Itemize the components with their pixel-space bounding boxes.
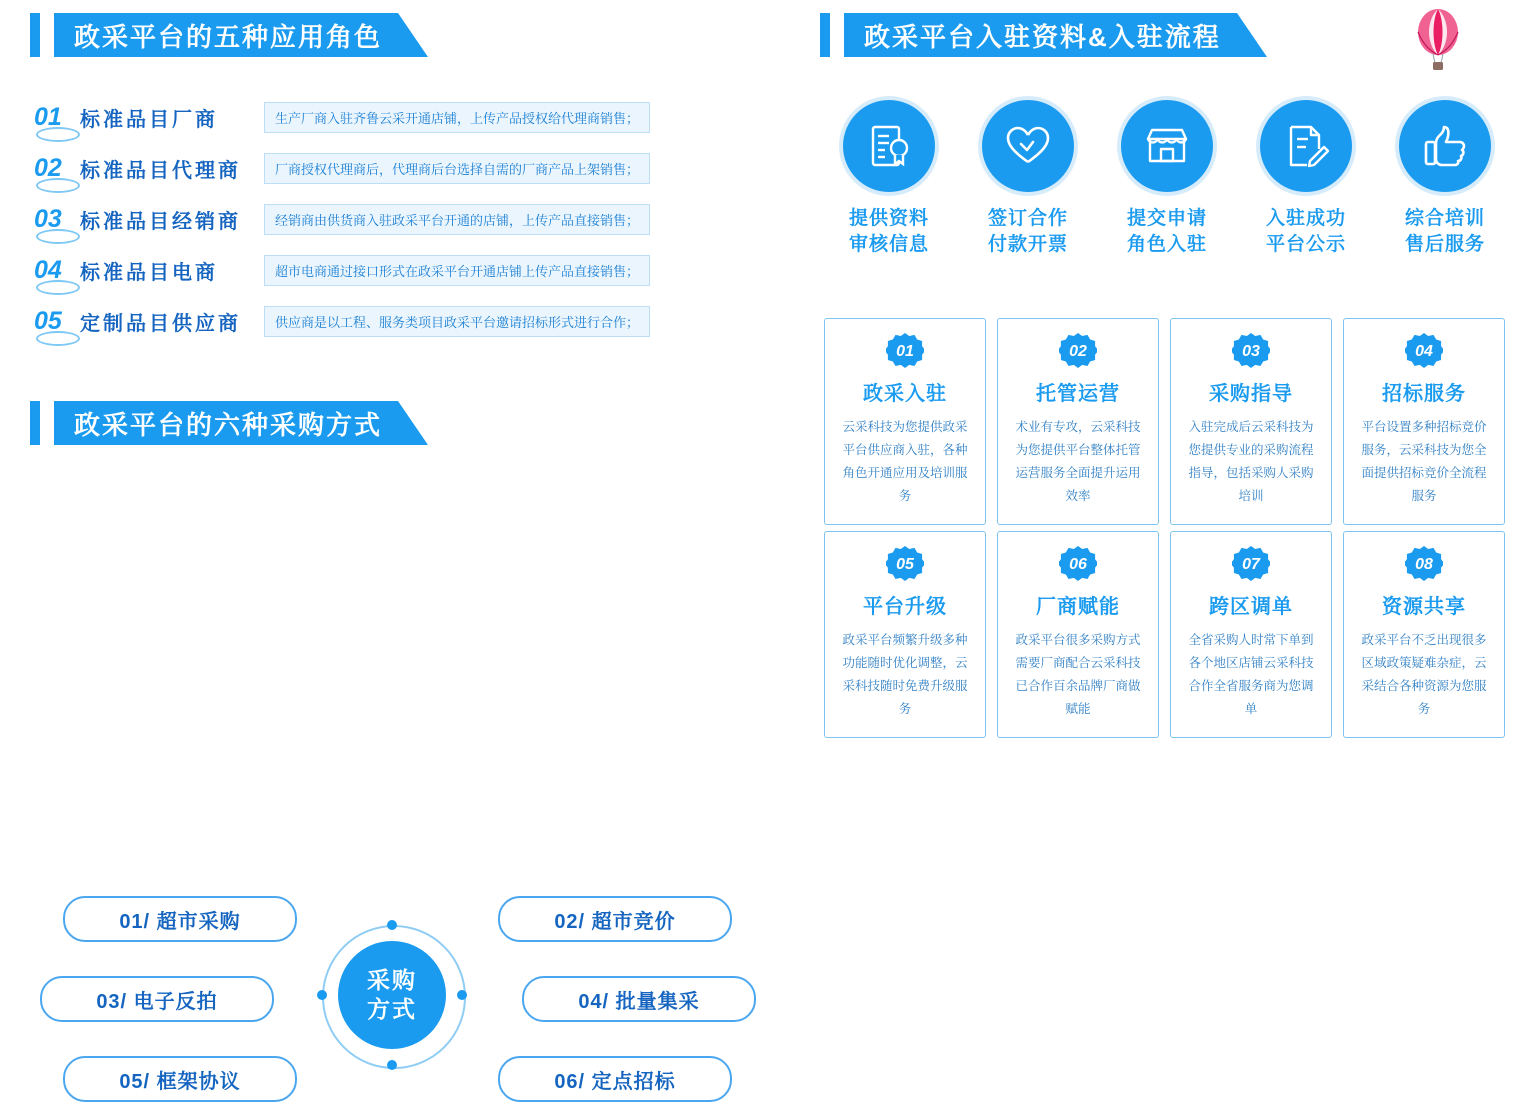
flow-step-3[interactable]: [1102, 100, 1232, 257]
ring-dot: [457, 990, 467, 1000]
method-label: 06/ 定点招标: [554, 1070, 676, 1093]
service-card[interactable]: [1170, 531, 1332, 738]
card-number: 08: [1415, 556, 1433, 573]
ring-dot: [317, 990, 327, 1000]
method-pill-02[interactable]: [498, 896, 732, 942]
card-title: 平台升级: [863, 596, 947, 618]
role-description: 经销商由供货商入驻政采平台开通的店铺，上传产品直接销售；: [264, 204, 650, 235]
flow-step-label: [1241, 206, 1371, 257]
role-description: 超市电商通过接口形式在政采平台开通店铺上传产品直接销售；: [264, 255, 650, 286]
service-card[interactable]: [1343, 531, 1505, 738]
role-name: 标准品目经销商: [80, 210, 241, 233]
service-card[interactable]: [824, 531, 986, 738]
flow-label-line1: 提供资料: [848, 208, 929, 229]
card-badge: [1059, 546, 1097, 584]
service-card[interactable]: [997, 318, 1159, 525]
flow-label-line1: 综合培训: [1404, 208, 1485, 229]
method-pill-06[interactable]: [498, 1056, 732, 1102]
card-text: 全省采购人时常下单到各个地区店铺云采科技合作全省服务商为您调单: [1188, 633, 1314, 717]
role-description: 厂商授权代理商后，代理商后台选择自需的厂商产品上架销售；: [264, 153, 650, 184]
role-number: 05: [34, 307, 80, 336]
handshake-heart-icon: [982, 100, 1074, 192]
method-pill-05[interactable]: [63, 1056, 297, 1102]
card-number: 01: [896, 343, 914, 360]
service-card[interactable]: [1343, 318, 1505, 525]
flow-step-4[interactable]: [1241, 100, 1371, 257]
role-number-ellipse: [36, 178, 80, 193]
card-badge: [1232, 333, 1270, 371]
role-row: [34, 304, 650, 338]
flow-step-label: [824, 206, 954, 257]
card-number: 04: [1415, 343, 1433, 360]
section-header-roles: [30, 12, 428, 58]
card-badge: [886, 546, 924, 584]
card-number: 03: [1242, 343, 1260, 360]
method-pill-04[interactable]: [522, 976, 756, 1022]
section-title-roles: 政采平台的五种应用角色: [54, 13, 428, 57]
flow-label-line2: 售后服务: [1404, 233, 1485, 255]
role-description: 生产厂商入驻齐鲁云采开通店铺，上传产品授权给代理商销售；: [264, 102, 650, 133]
card-text: 政采平台频繁升级多种功能随时优化调整，云采科技随时免费升级服务: [842, 633, 968, 717]
card-title: 厂商赋能: [1036, 596, 1120, 618]
role-name: 标准品目厂商: [80, 108, 218, 131]
role-number: 02: [34, 154, 80, 183]
card-number: 07: [1242, 556, 1260, 573]
ring-dot: [387, 920, 397, 930]
flow-label-line1: 提交申请: [1126, 208, 1207, 229]
card-title: 招标服务: [1382, 383, 1466, 405]
thumbs-up-icon: [1399, 100, 1491, 192]
card-title: 托管运营: [1036, 383, 1120, 405]
role-description: 供应商是以工程、服务类项目政采平台邀请招标形式进行合作；: [264, 306, 650, 337]
card-title: 采购指导: [1209, 383, 1293, 405]
card-text: 入驻完成后云采科技为您提供专业的采购流程指导，包括采购人采购培训: [1188, 420, 1314, 504]
section-title-onboarding: 政采平台入驻资料&入驻流程: [844, 13, 1267, 57]
card-text: 云采科技为您提供政采平台供应商入驻，各种角色开通应用及培训服务: [842, 420, 968, 504]
card-badge: [1405, 546, 1443, 584]
certificate-icon: [843, 100, 935, 192]
shop-icon: [1121, 100, 1213, 192]
card-text: 政采平台很多采购方式需要厂商配合云采科技已合作百余品牌厂商做赋能: [1015, 633, 1141, 717]
method-label: 05/ 框架协议: [119, 1070, 241, 1093]
role-name: 标准品目电商: [80, 261, 218, 284]
method-pill-03[interactable]: [40, 976, 274, 1022]
right-panel: [820, 0, 1520, 752]
flow-label-line1: 签订合作: [987, 208, 1068, 229]
flow-label-line2: 平台公示: [1265, 233, 1346, 255]
section-header-onboarding: [820, 12, 1267, 58]
card-number: 06: [1069, 556, 1087, 573]
flow-label-line2: 付款开票: [987, 233, 1068, 255]
card-text: 平台设置多种招标竞价服务，云采科技为您全面提供招标竞价全流程服务: [1361, 420, 1487, 504]
methods-center: [338, 941, 446, 1049]
flow-step-1[interactable]: [824, 100, 954, 257]
card-text: 术业有专攻，云采科技为您提供平台整体托管运营服务全面提升运用效率: [1015, 420, 1141, 504]
card-number: 05: [896, 556, 914, 573]
method-label: 03/ 电子反拍: [96, 990, 218, 1013]
hot-air-balloon-icon: [1408, 8, 1468, 72]
role-row: [34, 202, 650, 236]
flow-label-line2: 角色入驻: [1126, 233, 1207, 255]
flow-label-line1: 入驻成功: [1265, 208, 1346, 229]
role-number: 03: [34, 205, 80, 234]
role-row: [34, 253, 650, 287]
service-card[interactable]: [1170, 318, 1332, 525]
role-number-ellipse: [36, 127, 80, 142]
card-badge: [1232, 546, 1270, 584]
method-label: 02/ 超市竞价: [554, 910, 676, 933]
section-accent-bar: [30, 401, 40, 445]
section-header-methods: [30, 400, 428, 446]
card-badge: [1059, 333, 1097, 371]
role-number-ellipse: [36, 229, 80, 244]
flow-step-label: [963, 206, 1093, 257]
card-title: 跨区调单: [1209, 596, 1293, 618]
role-number-ellipse: [36, 280, 80, 295]
document-edit-icon: [1260, 100, 1352, 192]
role-row: [34, 100, 650, 134]
methods-center-line2: 方式: [367, 996, 417, 1022]
role-name: 标准品目代理商: [80, 159, 241, 182]
role-number: 01: [34, 103, 80, 132]
role-number-ellipse: [36, 331, 80, 346]
flow-label-line2: 审核信息: [848, 233, 929, 255]
flow-step-2[interactable]: [963, 100, 1093, 257]
flow-step-label: [1102, 206, 1232, 257]
method-label: 04/ 批量集采: [578, 990, 700, 1013]
role-row: [34, 151, 650, 185]
card-badge: [886, 333, 924, 371]
ring-dot: [387, 1060, 397, 1070]
card-text: 政采平台不乏出现很多区域政策疑难杂症，云采结合各种资源为您服务: [1361, 633, 1487, 717]
card-badge: [1405, 333, 1443, 371]
flow-step-5[interactable]: [1380, 100, 1510, 257]
service-card[interactable]: [824, 318, 986, 525]
method-label: 01/ 超市采购: [119, 910, 241, 933]
section-accent-bar: [820, 13, 830, 57]
role-number: 04: [34, 256, 80, 285]
flow-step-label: [1380, 206, 1510, 257]
card-title: 资源共享: [1382, 596, 1466, 618]
methods-center-line1: 采购: [367, 967, 417, 994]
card-title: 政采入驻: [863, 383, 947, 405]
role-name: 定制品目供应商: [80, 312, 241, 335]
card-number: 02: [1069, 343, 1087, 360]
method-pill-01[interactable]: [63, 896, 297, 942]
service-card[interactable]: [997, 531, 1159, 738]
section-accent-bar: [30, 13, 40, 57]
section-title-methods: 政采平台的六种采购方式: [54, 401, 428, 445]
